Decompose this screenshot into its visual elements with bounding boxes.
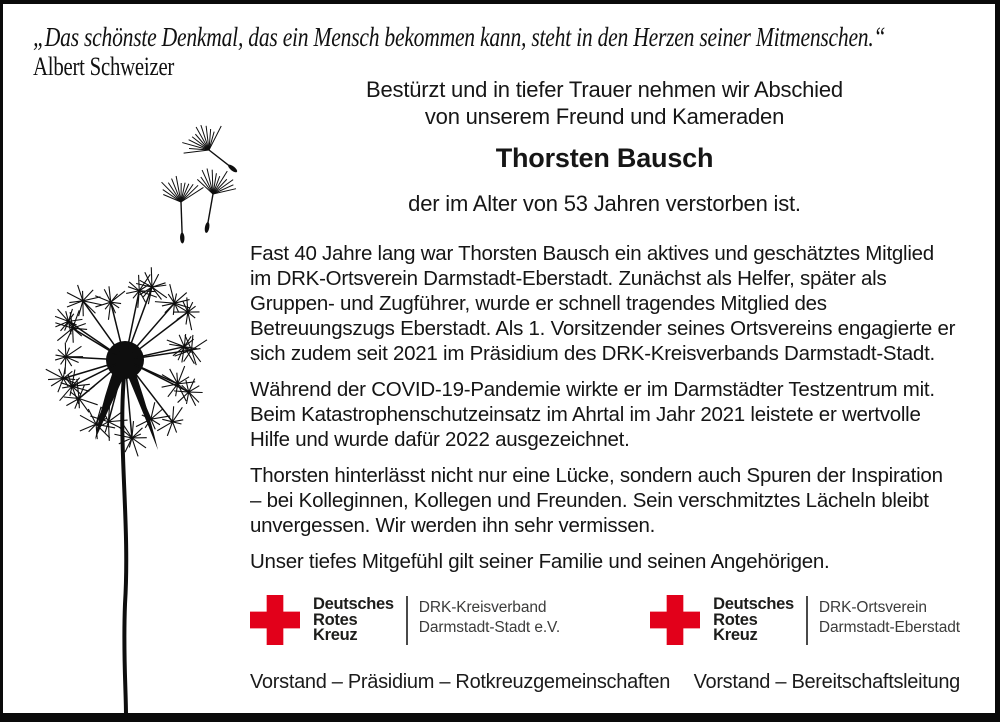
- signatures-row: [250, 670, 960, 695]
- obituary-paragraphs: [250, 241, 959, 574]
- age-line: der im Alter von 53 Jahren verstorben ist.: [408, 191, 801, 216]
- intro-line-2: von unserem Freund und Kameraden: [424, 104, 785, 129]
- logo-drk-kreisverband: [250, 595, 560, 645]
- logos-row: [250, 595, 960, 645]
- drk-org-name: DRK-Kreisverband Darmstadt-Stadt e.V.: [418, 599, 561, 636]
- deceased-name: Thorsten Bausch: [495, 143, 714, 173]
- red-cross-icon: [650, 595, 700, 645]
- drk-brand-name: Deutsches Rotes Kreuz: [313, 595, 394, 644]
- quote-author: Albert Schweizer: [33, 52, 175, 81]
- dandelion-illustration: [3, 104, 253, 718]
- signature-ortsverein: Vorstand – Bereitschaftsleitung: [693, 671, 960, 693]
- obituary-paragraph: Thorsten hinterlässt nicht nur eine Lücke, sondern auch Spuren der Inspiration – bei Kolleginnen, Kollegen und Freunden. Sein verschmitztes Lächeln bleibt unvergessen. Wir werden ihn sehr vermissen.: [250, 464, 943, 537]
- quote-text: „Das schönste Denkmal, das ein Mensch bekommen kann, steht in den Herzen seiner Mitmenschen.“: [33, 22, 886, 52]
- logo-divider: [806, 596, 808, 645]
- intro-line-1: Bestürzt und in tiefer Trauer nehmen wir Abschied: [366, 77, 843, 102]
- quote-block: [33, 22, 983, 82]
- dandelion-illustration-wrap: [3, 104, 253, 718]
- red-cross-icon: [250, 595, 300, 645]
- logo-divider: [406, 596, 408, 645]
- obituary-paragraph: Fast 40 Jahre lang war Thorsten Bausch ein aktives und geschätztes Mitglied im DRK-Ortsverein Darmstadt-Eberstadt. Zunächst als Helfer, später als Gruppen- und Zugführer, wurde er schnell tragendes Mitglied des Betreuungszugs Eberstadt. Als 1. Vorsitzender seines Ortsvereins engagierte er sich zudem seit 2021 im Präsidium des DRK-Kreisverbands Darmstadt-Stadt.: [250, 242, 956, 365]
- announcement-body: [250, 76, 959, 585]
- obituary-paragraph: Unser tiefes Mitgefühl gilt seiner Familie und seinen Angehörigen.: [250, 550, 830, 573]
- drk-brand-name: Deutsches Rotes Kreuz: [713, 595, 794, 644]
- logo-drk-ortsverein: [650, 595, 960, 645]
- signature-kreisverband: Vorstand – Präsidium – Rotkreuzgemeinschaften: [250, 671, 671, 693]
- obituary-paragraph: Während der COVID-19-Pandemie wirkte er im Darmstädter Testzentrum mit. Beim Katastrophenschutzeinsatz im Ahrtal im Jahr 2021 leistete er wertvolle Hilfe und wurde dafür 2022 ausgezeichnet.: [250, 378, 935, 451]
- drk-org-name: DRK-Ortsverein Darmstadt-Eberstadt: [818, 599, 960, 636]
